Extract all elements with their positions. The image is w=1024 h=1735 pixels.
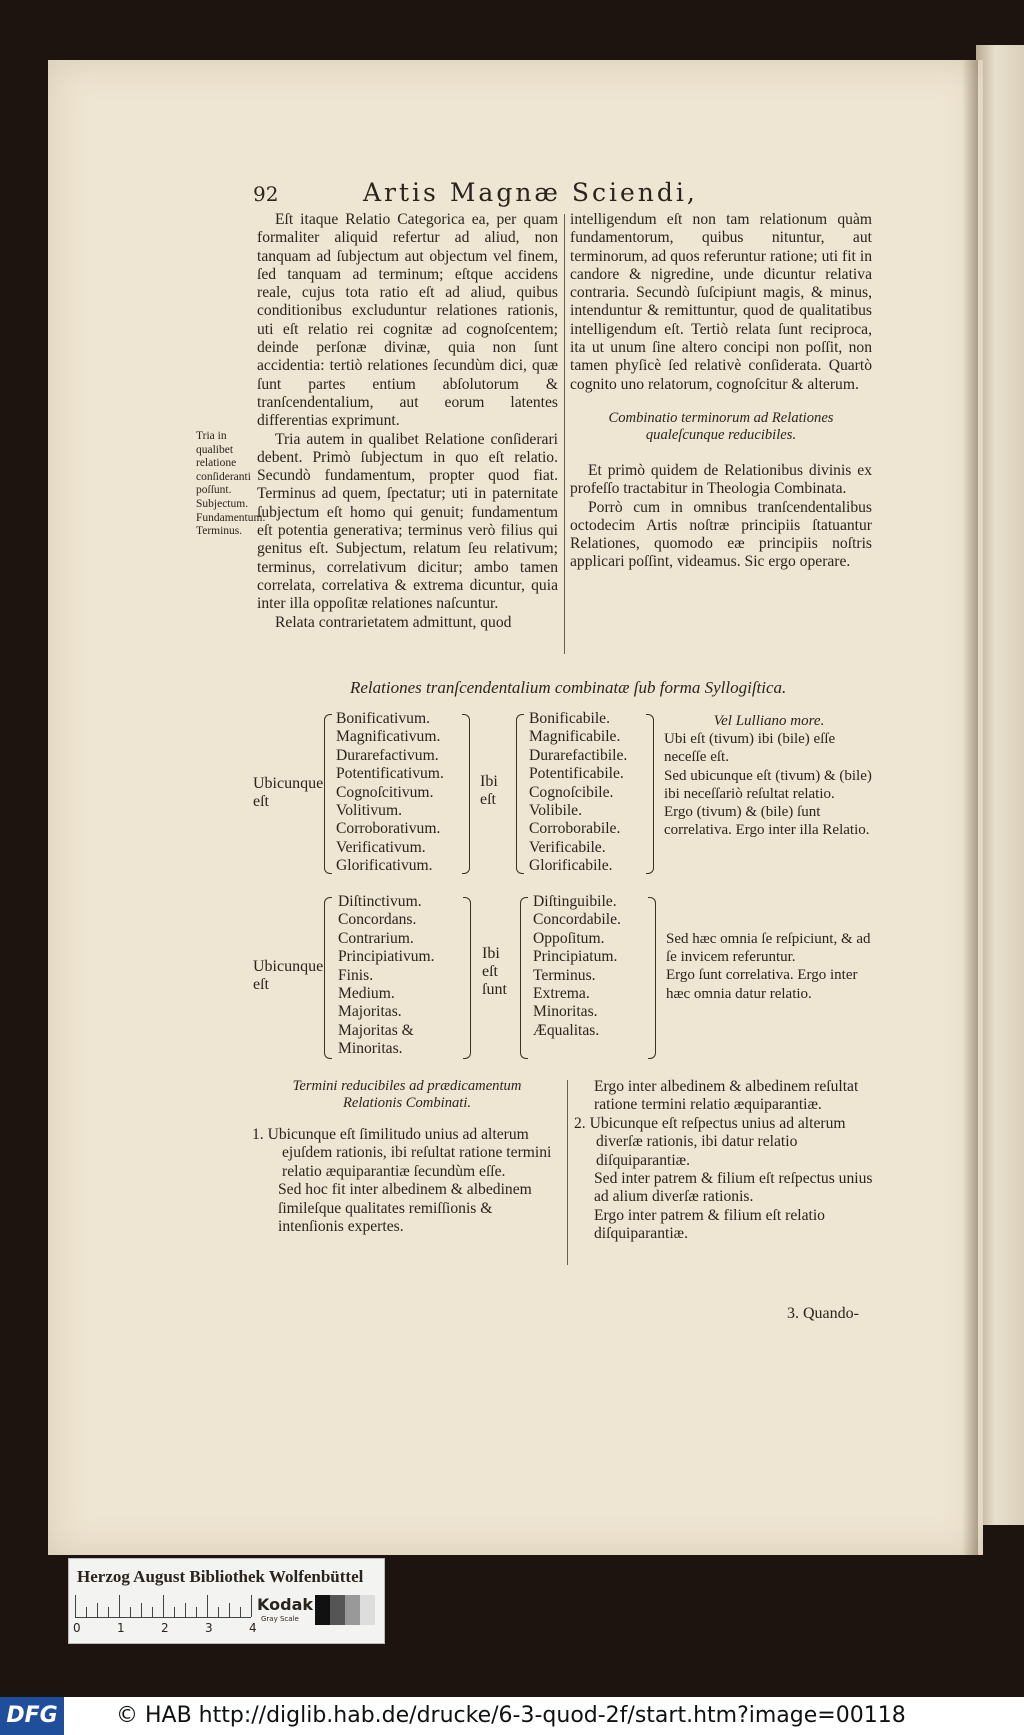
table2-a-0: Diſtinctivum. <box>338 893 422 910</box>
table2-label-mid: Ibi eſt ſunt <box>482 945 507 998</box>
table1-brace-right <box>462 714 470 874</box>
lower-right-item-2c: Ergo inter patrem & filium eſt relatio diſquiparantiæ. <box>594 1206 825 1243</box>
scale-2: 2 <box>161 1621 169 1635</box>
table2-a-4: Finis. <box>338 966 374 984</box>
lower-left-item-1b: Sed hoc fit inter albedinem & albedinem ſimileſque qualitates remiſſionis & intenſionis expertes. <box>278 1181 532 1236</box>
table2-b-1: Concordabile. <box>533 911 621 929</box>
table1-note-line-3: Ergo (tivum) & (bile) ſunt correlativa. Ergo inter illa Relatio. <box>664 804 870 839</box>
table1-b-6: Corroborabile. <box>529 820 621 838</box>
table1-note <box>664 712 874 839</box>
table2-b-3: Principiatum. <box>533 948 618 966</box>
table2-b-5: Extrema. <box>533 985 590 1003</box>
lower-right-item-2: 2. Ubicunque eſt reſpectus unius ad alterum diverſæ rationis, ibi datur relatio diſquiparantiæ. <box>574 1114 846 1169</box>
lower-left-heading: Termini reducibiles ad prædicamentum Relationis Combinati. <box>292 1078 522 1111</box>
table1-note-title: Vel Lulliano more. <box>713 713 825 729</box>
table1-label-left: Ubicunque eſt <box>253 775 324 810</box>
scale-4: 4 <box>249 1621 257 1635</box>
table1-col-b <box>529 710 627 876</box>
table1-b-1: Magnificabile. <box>529 728 621 746</box>
facing-page-edge <box>976 45 1024 1525</box>
table1-a-8: Glorificativum. <box>336 857 433 875</box>
table2-note <box>666 930 874 1003</box>
table2-label-left: Ubicunque eſt <box>253 958 324 993</box>
table1-b-2: Durarefactibile. <box>529 746 628 764</box>
table1-brace-left <box>324 714 332 874</box>
running-title: Artis Magnæ Sciendi, <box>363 178 698 207</box>
table2-col-b <box>533 893 621 1040</box>
table1-a-5: Volitivum. <box>336 802 402 820</box>
table2-a-2: Contrarium. <box>338 929 414 947</box>
right-paragraph-3: Porrò cum in omnibus tranſcendentalibus octodecim Artis noſtræ principiis ſtatuantur Relationes, quomodo eæ principiis noſtris applicari poſſint, videamus. Sic ergo operare. <box>570 498 872 571</box>
table1-a-0: Bonificativum. <box>336 710 430 727</box>
table1-b-5: Volibile. <box>529 802 582 820</box>
swatch-dark <box>330 1595 345 1625</box>
scale-0: 0 <box>73 1621 81 1635</box>
table1-a-2: Durarefactivum. <box>336 746 439 764</box>
table2-a-6: Majoritas. <box>338 1003 402 1021</box>
table2-brace-right-2 <box>648 897 656 1059</box>
table-title: Relationes tranſcendentalium combinatæ ſub forma Syllogiſtica. <box>350 678 787 697</box>
table1-b-3: Potentificabile. <box>529 765 624 783</box>
right-column <box>570 211 872 572</box>
footer-bar <box>0 1697 1024 1735</box>
library-color-card <box>68 1558 385 1644</box>
right-heading: Combinatio terminorum ad Relationes qualeſcunque reducibiles. <box>608 409 834 443</box>
gray-scale-label: Gray Scale <box>261 1615 299 1623</box>
table1-a-1: Magnificativum. <box>336 728 441 746</box>
kodak-logo: Kodak <box>257 1595 313 1614</box>
scale-1: 1 <box>117 1621 125 1635</box>
left-column <box>257 211 558 632</box>
table2-col-a <box>338 893 462 1059</box>
left-paragraph-3: Relata contrarietatem admittunt, quod <box>275 613 512 631</box>
table2-brace-right <box>463 897 471 1059</box>
right-paragraph-1: intelligendum eſt non tam relationum quàm fundamentorum, quibus nituntur, aut terminorum, ad quos referuntur ratione; uti fit in candore & nigredine, unde dicuntur relativa contraria. Secundò ſuſcipiunt magis, & minus, intenduntur & remittuntur, quod de qualitatibus intelligendum eſt. Tertiò relata ſunt reciproca, ita ut unum ſine altero concipi non poſſit, non tamen phyſicè ſed relativè conſiderata. Quartò cognito uno relatorum, cognoſcitur & alterum. <box>570 211 872 393</box>
table1-label-mid: Ibi eſt <box>480 773 498 808</box>
table1-col-a <box>336 710 444 876</box>
table2-a-3: Principiativum. <box>338 948 435 966</box>
margin-note: Tria in qualibet relatione conſideranti poſſunt. Subjectum. Fundamentum. Terminus. <box>196 430 266 538</box>
page-number: 92 <box>253 182 279 206</box>
table2-note-line-1: Sed hæc omnia ſe reſpiciunt, & ad ſe invicem referuntur. <box>666 931 871 966</box>
table1-b-7: Verificabile. <box>529 838 606 856</box>
table1-a-4: Cognoſcitivum. <box>336 783 434 801</box>
table1-brace-mid <box>516 714 524 874</box>
left-paragraph-2: Tria autem in qualibet Relatione conſiderari debent. Primò ſubjectum in quo eſt relatio. Secundò fundamentum, propter quod fiat. Terminus ad quem, ſpectatur; uti in paternitate ſubjectum eſt homo qui genuit; fundamentum eſt potentia generativa; terminus verò filius qui genitus eſt. Subjectum, relatum ſeu relativum; terminus, correlativum dicitur; ambo tamen correlata, correlativa & extrema dicuntur, quia inter illa oppoſitæ relationes naſcuntur. <box>257 430 558 613</box>
table2-b-0: Diſtinguibile. <box>533 893 617 910</box>
table2-a-5: Medium. <box>338 985 395 1003</box>
gutter-shadow <box>962 60 978 1555</box>
library-name: Herzog August Bibliothek Wolfenbüttel <box>77 1567 364 1586</box>
table2-brace-left <box>324 897 332 1059</box>
table2-b-2: Oppoſitum. <box>533 929 605 947</box>
dfg-logo: DFG <box>0 1697 64 1735</box>
table1-a-6: Corroborativum. <box>336 820 441 838</box>
table1-a-3: Potentificativum. <box>336 765 444 783</box>
gray-swatches <box>315 1595 375 1625</box>
swatch-black <box>315 1595 330 1625</box>
swatch-mid <box>345 1595 360 1625</box>
scale-3: 3 <box>205 1621 213 1635</box>
table2-b-7: Æqualitas. <box>533 1021 600 1039</box>
table1-b-4: Cognoſcibile. <box>529 783 614 801</box>
catchword: 3. Quando- <box>787 1305 859 1322</box>
right-paragraph-2: Et primò quidem de Relationibus divinis ex profeſſo tractabitur in Theologia Combinata. <box>570 461 872 498</box>
table2-a-7: Majoritas & Minoritas. <box>338 1021 414 1058</box>
swatch-light <box>360 1595 375 1625</box>
lower-right-column <box>574 1078 874 1244</box>
table2-b-4: Terminus. <box>533 966 596 984</box>
footer-url[interactable]: © HAB http://diglib.hab.de/drucke/6-3-quod-2f/start.htm?image=00118 <box>116 1703 906 1728</box>
table1-brace-right-2 <box>646 714 654 874</box>
column-rule-bottom <box>567 1080 568 1265</box>
ruler-scale <box>75 1595 251 1618</box>
table2-a-1: Concordans. <box>338 911 417 929</box>
lower-right-line-1: Ergo inter albedinem & albedinem reſultat ratione termini relatio æquiparantiæ. <box>594 1078 859 1114</box>
table1-b-8: Glorificabile. <box>529 857 613 875</box>
table1-note-line-2: Sed ubicunque eſt (tivum) & (bile) ibi neceſſariò reſultat relatio. <box>664 767 872 802</box>
left-paragraph-1: Eſt itaque Relatio Categorica ea, per quam formaliter aliquid refertur ad aliud, non tanquam ad ſubjectum aut objectum vel finem, ſed tanquam ad terminum; eſtque accidens reale, cujus tota ratio eſt ad aliud, quibus conditionibus excluduntur relationes rationis, uti eſt relatio rei cognitæ ad cognoſcentem; deinde perſonæ divinæ, quia non ſunt accidentia: tertiò relationes ſecundùm dici, quæ ſunt partes entium abſolutorum & tranſcendentalium, aut eorum latentes differentias exprimunt. <box>257 211 558 430</box>
table1-note-line-1: Ubi eſt (tivum) ibi (bile) eſſe neceſſe eſt. <box>664 731 836 766</box>
column-rule-top <box>564 214 565 654</box>
lower-left-item-1: 1. Ubicunque eſt ſimilitudo unius ad alterum ejuſdem rationis, ibi reſultat ratione termini relatio æquiparantiæ ſecundùm eſſe. <box>252 1126 552 1180</box>
table2-b-6: Minoritas. <box>533 1003 598 1021</box>
table1-a-7: Verificativum. <box>336 838 426 856</box>
lower-right-item-2b: Sed inter patrem & filium eſt reſpectus unius ad alium diverſæ rationis. <box>594 1170 873 1206</box>
lower-left-column <box>252 1078 562 1236</box>
table2-note-line-2: Ergo ſunt correlativa. Ergo inter hæc omnia datur relatio. <box>666 967 858 1002</box>
table1-b-0: Bonificabile. <box>529 710 610 727</box>
table2-brace-mid <box>520 897 528 1059</box>
